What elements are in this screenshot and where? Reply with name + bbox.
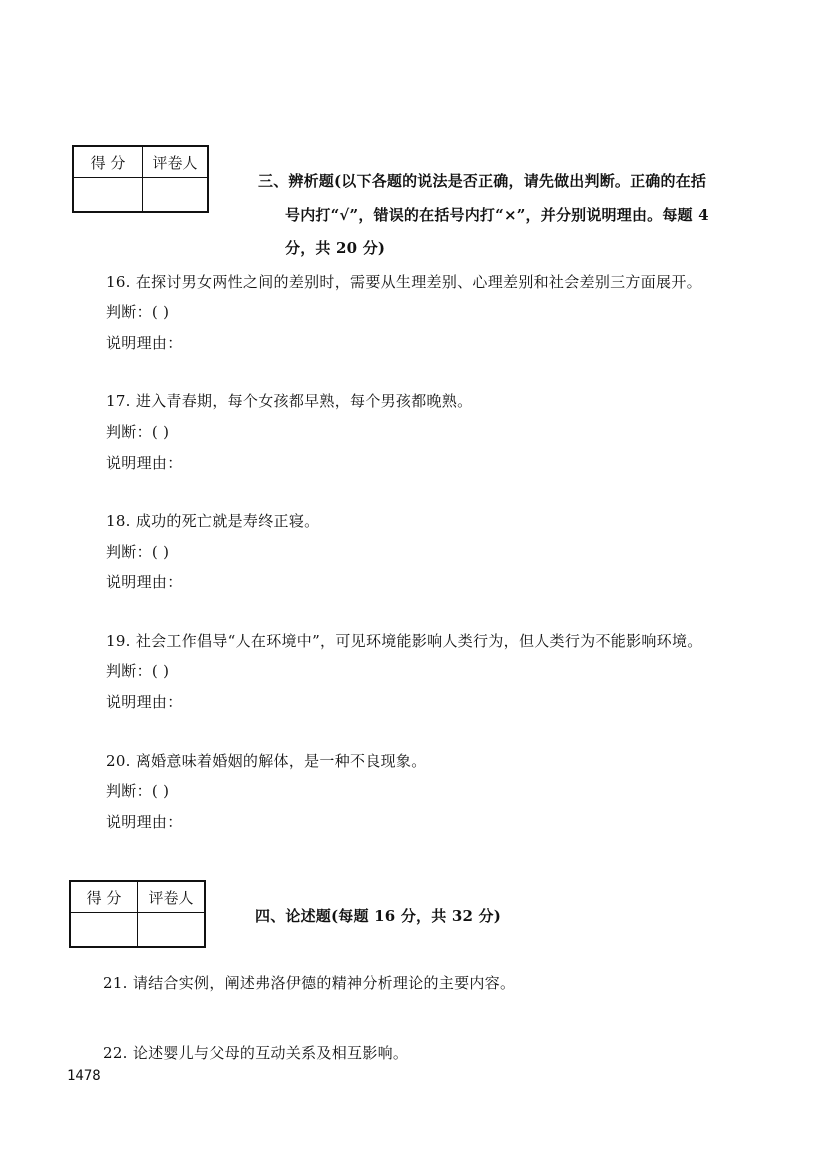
question-21-text: 21. 请结合实例，阐述弗洛伊德的精神分析理论的主要内容。 <box>103 974 516 992</box>
grader-header: 评卷人 <box>143 146 209 178</box>
question-18-judge: 判断：( ) <box>106 543 170 561</box>
section3-heading-line3: 分，共 20 分) <box>285 239 386 257</box>
grader-cell[interactable] <box>138 913 206 948</box>
score-cell[interactable] <box>73 178 143 213</box>
question-19-judge: 判断：( ) <box>106 662 170 680</box>
question-16-reason: 说明理由： <box>106 334 183 352</box>
question-19-reason: 说明理由： <box>106 693 183 711</box>
score-header: 得 分 <box>73 146 143 178</box>
question-20-reason: 说明理由： <box>106 813 183 831</box>
question-22-text: 22. 论述婴儿与父母的互动关系及相互影响。 <box>103 1044 409 1062</box>
grader-header: 评卷人 <box>138 881 206 913</box>
page-number: 1478 <box>67 1068 101 1084</box>
grader-cell[interactable] <box>143 178 209 213</box>
question-17-text: 17. 进入青春期，每个女孩都早熟，每个男孩都晚熟。 <box>106 392 473 410</box>
question-16-judge: 判断：( ) <box>106 303 170 321</box>
question-17-judge: 判断：( ) <box>106 423 170 441</box>
section3-heading-line2: 号内打“√”，错误的在括号内打“×”，并分别说明理由。每题 4 <box>285 206 709 224</box>
score-header: 得 分 <box>70 881 138 913</box>
score-table-section4 <box>69 880 206 948</box>
score-cell[interactable] <box>70 913 138 948</box>
question-18-text: 18. 成功的死亡就是寿终正寝。 <box>106 512 320 530</box>
question-20-judge: 判断：( ) <box>106 782 170 800</box>
question-18-reason: 说明理由： <box>106 573 183 591</box>
question-20-text: 20. 离婚意味着婚姻的解体，是一种不良现象。 <box>106 752 427 770</box>
question-17-reason: 说明理由： <box>106 454 183 472</box>
section3-heading-line1: 三、辨析题(以下各题的说法是否正确，请先做出判断。正确的在括 <box>258 172 707 190</box>
score-table-section3 <box>72 145 209 213</box>
section4-heading: 四、论述题(每题 16 分，共 32 分) <box>255 907 502 925</box>
question-16-text: 16. 在探讨男女两性之间的差别时，需要从生理差别、心理差别和社会差别三方面展开。 <box>106 273 702 291</box>
question-19-text: 19. 社会工作倡导“人在环境中”，可见环境能影响人类行为，但人类行为不能影响环境。 <box>106 632 703 650</box>
